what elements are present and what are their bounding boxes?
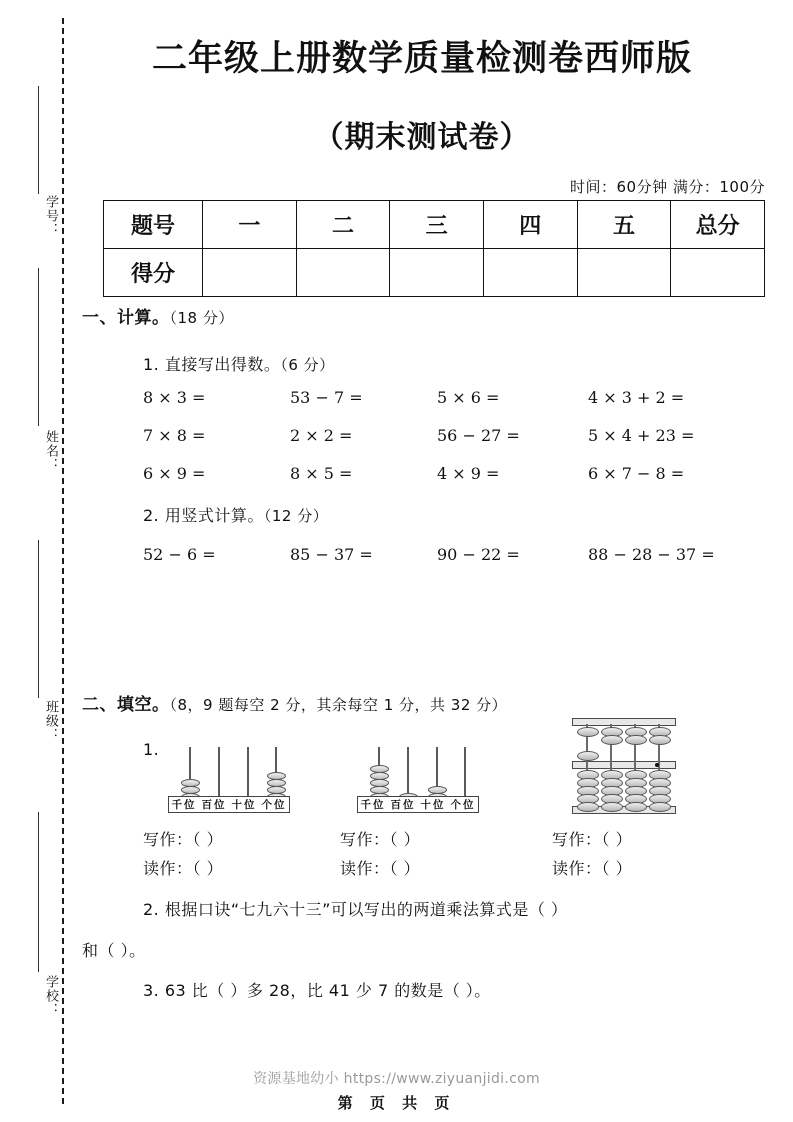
cell-score-4[interactable]: [483, 249, 577, 297]
vertical-calc-item: 52 − 6 =: [143, 545, 216, 564]
cell-q3: 三: [390, 201, 484, 249]
section1-heading: [82, 303, 234, 328]
section1-q1-label: 1. 直接写出得数。: [143, 355, 281, 374]
calc-item: 2 × 2 =: [290, 426, 353, 445]
vertical-calc-item: 88 − 28 − 37 =: [588, 545, 715, 564]
section1-heading-points: （18 分）: [169, 309, 234, 327]
vertical-calc-item: 85 − 37 =: [290, 545, 373, 564]
counter-place-labels: [357, 796, 479, 813]
calc-item: 4 × 3 + 2 =: [588, 388, 685, 407]
write-line-3: 写作：（ ）: [552, 830, 633, 849]
section2-q1-number: 1.: [143, 740, 160, 759]
calc-item: 4 × 9 =: [437, 464, 500, 483]
section1-q2-points: （12 分）: [263, 507, 329, 525]
table-row-headers: [104, 201, 765, 249]
margin-rule-4: [38, 812, 39, 972]
abacus-bead-upper: [577, 751, 599, 761]
section2-heading: [82, 690, 507, 715]
counter-rod: [247, 747, 249, 797]
cell-score-5[interactable]: [577, 249, 671, 297]
cell-score-1[interactable]: [203, 249, 297, 297]
counter-rod: [407, 747, 409, 797]
place-label-thousands: 千位: [171, 799, 197, 811]
vertical-calc-item: 90 − 22 =: [437, 545, 520, 564]
cell-score-total[interactable]: [671, 249, 765, 297]
calc-item: 6 × 9 =: [143, 464, 206, 483]
write-line-2: 写作：（ ）: [340, 830, 421, 849]
section1-q1-points: （6 分）: [280, 356, 335, 374]
place-label-hundreds: 百位: [390, 799, 416, 811]
section1-q2-label: 2. 用竖式计算。: [143, 506, 264, 525]
place-label-thousands: 千位: [360, 799, 386, 811]
abacus-bead-lower: [649, 802, 671, 812]
section1-q1-heading: [143, 352, 335, 375]
read-line-3: 读作：（ ）: [552, 859, 633, 878]
section2-q2-line1: 2. 根据口诀“七九六十三”可以写出的两道乘法算式是（ ）: [143, 900, 568, 919]
calc-item: 5 × 6 =: [437, 388, 500, 407]
cell-score-3[interactable]: [390, 249, 484, 297]
page-footer: 第 页 共 页: [337, 1094, 456, 1112]
cell-question-no-label: 题号: [104, 201, 203, 249]
section1-heading-text: 一、计算。: [82, 308, 170, 328]
margin-rule-1: [38, 86, 39, 194]
counting-frame-1: [168, 745, 290, 813]
abacus-bead-upper: [601, 735, 623, 745]
abacus-bead-upper: [649, 735, 671, 745]
margin-label-school: 学校：: [43, 975, 58, 1017]
table-row-scores: [104, 249, 765, 297]
margin-rule-2: [38, 268, 39, 426]
read-line-2: 读作：（ ）: [340, 859, 421, 878]
counter-place-labels: [168, 796, 290, 813]
abacus-bead-lower: [577, 802, 599, 812]
margin-label-student-id: 学号：: [43, 195, 58, 237]
score-table: [103, 200, 765, 297]
page-subtitle: （期末测试卷）: [313, 120, 531, 155]
calc-item: 8 × 3 =: [143, 388, 206, 407]
calc-item: 56 − 27 =: [437, 426, 520, 445]
counting-frame-2: [357, 745, 479, 813]
cell-score-label: 得分: [104, 249, 203, 297]
read-line-1: 读作：（ ）: [143, 859, 224, 878]
abacus-bead-lower: [601, 802, 623, 812]
abacus-marker-dot: [655, 763, 659, 767]
section2-heading-text: 二、填空。: [82, 695, 170, 715]
calc-item: 7 × 8 =: [143, 426, 206, 445]
watermark: 资源基地幼小 https://www.ziyuanjidi.com: [253, 1071, 540, 1087]
abacus-bead-lower: [625, 802, 647, 812]
cell-score-2[interactable]: [296, 249, 390, 297]
section2-q3-line1: 3. 63 比（ ）多 28，比 41 少 7 的数是（ ）。: [143, 981, 491, 1000]
margin-label-name: 姓名：: [43, 430, 58, 472]
write-line-1: 写作：（ ）: [143, 830, 224, 849]
cell-q1: 一: [203, 201, 297, 249]
cell-q4: 四: [483, 201, 577, 249]
margin-rule-3: [38, 540, 39, 698]
section2-heading-points: （8，9 题每空 2 分，其余每空 1 分，共 32 分）: [169, 696, 508, 714]
place-label-tens: 十位: [231, 799, 257, 811]
abacus: [572, 718, 676, 814]
abacus-bead-upper: [625, 735, 647, 745]
margin-dashed-line: [62, 18, 64, 1104]
abacus-bead-upper: [577, 727, 599, 737]
place-label-ones: 个位: [450, 799, 476, 811]
exam-meta: 时间：60分钟 满分：100分: [570, 178, 765, 196]
calc-item: 5 × 4 + 23 =: [588, 426, 695, 445]
section2-q2-line2: 和（ ）。: [82, 941, 146, 960]
calc-item: 53 − 7 =: [290, 388, 363, 407]
cell-q5: 五: [577, 201, 671, 249]
place-label-ones: 个位: [261, 799, 287, 811]
calc-item: 8 × 5 =: [290, 464, 353, 483]
place-label-tens: 十位: [420, 799, 446, 811]
place-label-hundreds: 百位: [201, 799, 227, 811]
page-title: 二年级上册数学质量检测卷西师版: [151, 39, 692, 79]
counter-rod: [218, 747, 220, 797]
cell-total: 总分: [671, 201, 765, 249]
section1-q2-heading: [143, 503, 328, 526]
margin-label-class: 班级：: [43, 700, 58, 742]
counter-rod: [464, 747, 466, 797]
cell-q2: 二: [296, 201, 390, 249]
calc-item: 6 × 7 − 8 =: [588, 464, 685, 483]
